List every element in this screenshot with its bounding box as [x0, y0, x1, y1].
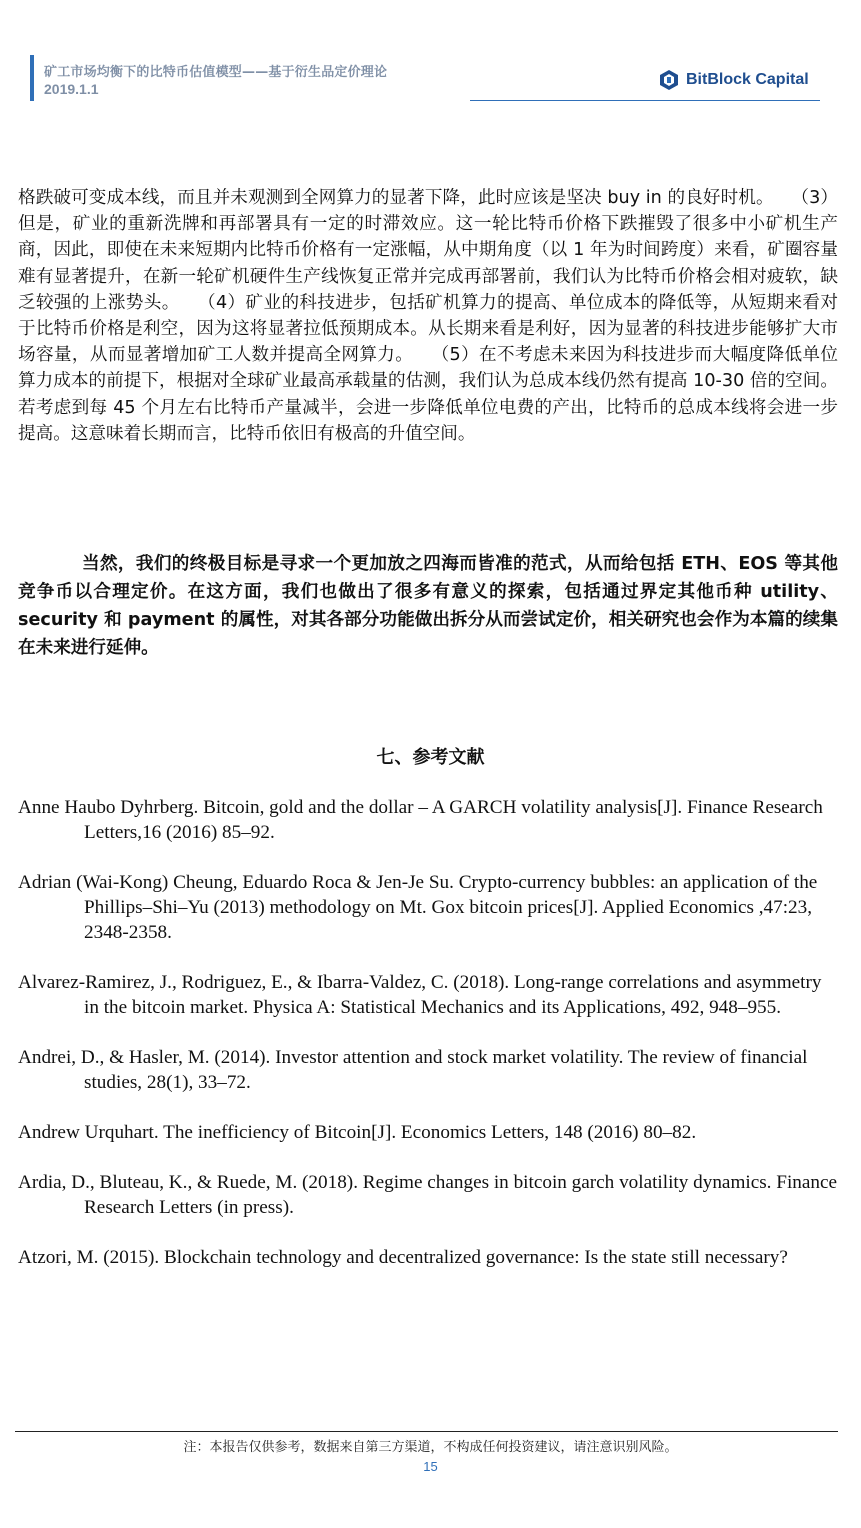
report-title: 矿工市场均衡下的比特币估值模型——基于衍生品定价理论: [44, 65, 388, 80]
reference-item: Adrian (Wai-Kong) Cheung, Eduardo Roca & Jen-Je Su. Crypto-currency bubbles: an application of the Phillips–Shi–Yu (2013) methodology on Mt. Gox bitcoin prices[J]. Applied Economics ,47:23, 2348-2358.: [18, 872, 818, 943]
footer-divider: [15, 1431, 838, 1432]
header-accent-bar: [30, 55, 34, 101]
reference-item: Ardia, D., Bluteau, K., & Ruede, M. (2018). Regime changes in bitcoin garch volatility dynamics. Finance Research Letters (in press).: [18, 1172, 838, 1218]
bitblock-logo: [658, 68, 809, 92]
reference-item: Atzori, M. (2015). Blockchain technology and decentralized governance: Is the state still necessary?: [18, 1247, 788, 1268]
report-date: 2019.1.1: [44, 81, 99, 97]
body-paragraph: 格跌破可变成本线，而且并未观测到全网算力的显著下降，此时应该是坚决 buy in 的良好时机。 （3）但是，矿业的重新洗牌和再部署具有一定的时滞效应。这一轮比特币价格下跌摧毁了很多中小矿机生产商，因此，即使在未来短期内比特币价格有一定涨幅，从中期角度（以 1 年为时间跨度）来看，矿圈容量难有显著提升，在新一轮矿机硬件生产线恢复正常并完成再部署前，我们认为比特币价格会相对疲软，缺乏较强的上涨势头。 （4）矿业的科技进步，包括矿机算力的提高、单位成本的降低等，从短期来看对于比特币价格是利空，因为这将显著拉低预期成本。从长期来看是利好，因为显著的科技进步能够扩大市场容量，从而显著增加矿工人数并提高全网算力。 （5）在不考虑未来因为科技进步而大幅度降低单位算力成本的前提下，根据对全球矿业最高承载量的估测，我们认为总成本线仍然有提高 10-30 倍的空间。若考虑到每 45 个月左右比特币产量减半，会进一步降低单位电费的产出，比特币的总成本线将会进一步提高。这意味着长期而言，比特币依旧有极高的升值空间。: [18, 188, 838, 444]
reference-list: [18, 795, 838, 1295]
reference-item: Andrei, D., & Hasler, M. (2014). Investor attention and stock market volatility. The review of financial studies, 28(1), 33–72.: [18, 1047, 808, 1093]
header-divider: [470, 100, 820, 101]
logo-text: BitBlock Capital: [686, 71, 809, 88]
conclusion-paragraph: 当然，我们的终极目标是寻求一个更加放之四海而皆准的范式，从而给包括 ETH、EOS 等其他竞争币以合理定价。在这方面，我们也做出了很多有意义的探索，包括通过界定其他币种 utility、security 和 payment 的属性，对其各部分功能做出拆分从而尝试定价，相关研究也会作为本篇的续集在未来进行延伸。: [18, 554, 838, 658]
reference-item: Alvarez-Ramirez, J., Rodriguez, E., & Ibarra-Valdez, C. (2018). Long-range correlations and asymmetry in the bitcoin market. Physica A: Statistical Mechanics and its Applications, 492, 948–955.: [18, 972, 822, 1018]
reference-item: Anne Haubo Dyhrberg. Bitcoin, gold and the dollar – A GARCH volatility analysis[J]. Finance Research Letters,16 (2016) 85–92.: [18, 797, 823, 843]
references-heading: 七、参考文献: [376, 747, 485, 768]
page-header: [0, 0, 861, 110]
bitblock-logo-icon: [658, 69, 680, 91]
page-number: 15: [423, 1459, 438, 1474]
disclaimer-note: 注：本报告仅供参考，数据来自第三方渠道，不构成任何投资建议，请注意识别风险。: [183, 1440, 678, 1455]
reference-item: Andrew Urquhart. The inefficiency of Bitcoin[J]. Economics Letters, 148 (2016) 80–82.: [18, 1122, 697, 1143]
